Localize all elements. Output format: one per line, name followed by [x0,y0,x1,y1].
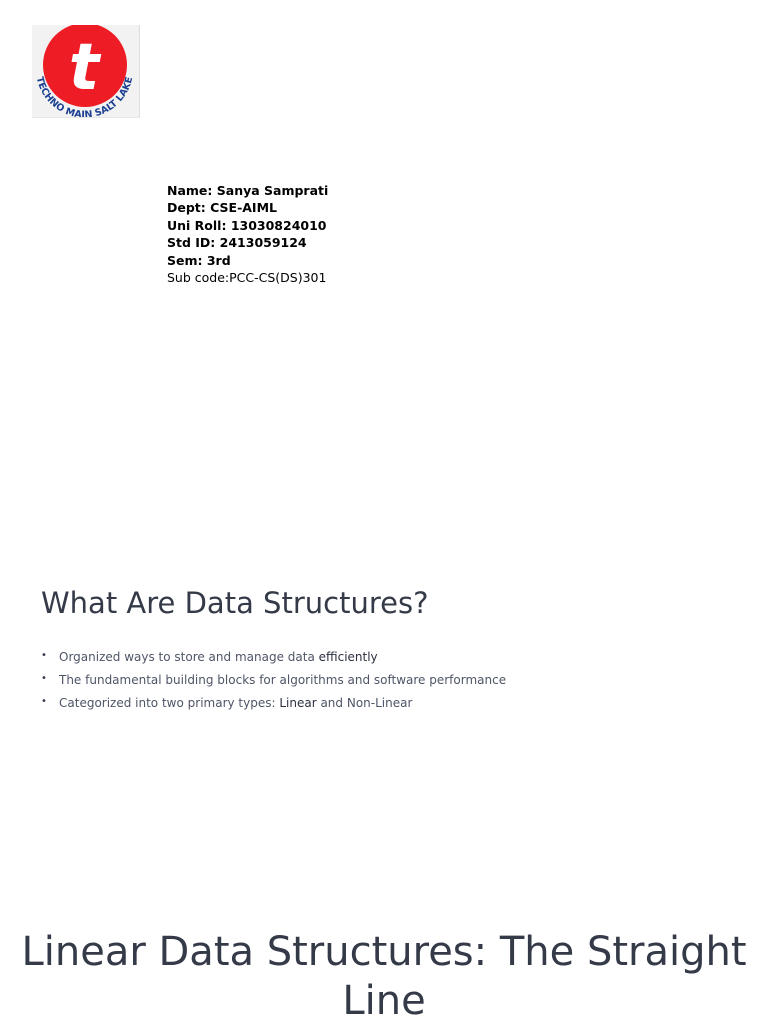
logo-mark: t [68,31,100,105]
section-title: What Are Data Structures? [41,586,429,620]
list-item [41,694,506,717]
bullet-dot: • [41,696,47,707]
student-dept: Dept: CSE-AIML [167,200,277,216]
bullet-emphasis: efficiently [318,650,378,664]
bullet-text: The fundamental building blocks for algorithms and software performance [59,673,507,687]
bullet-text: Categorized into two primary types: [59,696,280,710]
student-semester: Sem: 3rd [167,252,231,268]
student-info [167,182,328,286]
bullet-list [41,648,506,717]
student-name: Name: Sanya Samprati [167,183,329,198]
bullet-emphasis: Linear [279,696,317,710]
list-item [41,671,506,694]
college-logo [32,25,140,118]
techno-main-salt-lake-logo [32,25,139,117]
student-uni-roll: Uni Roll: 13030824010 [167,217,327,233]
bullet-dot: • [41,650,47,661]
subject-code: Sub code:PCC-CS(DS)301 [167,270,327,286]
list-item [41,648,506,671]
next-slide-title: Linear Data Structures: The Straight Line [21,929,747,1024]
logo-caption: TECHNO MAIN SALT LAKE [33,75,136,117]
bullet-text: Organized ways to store and manage data [59,650,319,664]
bullet-dot: • [41,673,47,684]
bullet-tail: and Non-Linear [316,696,413,710]
student-std-id: Std ID: 2413059124 [167,235,307,251]
